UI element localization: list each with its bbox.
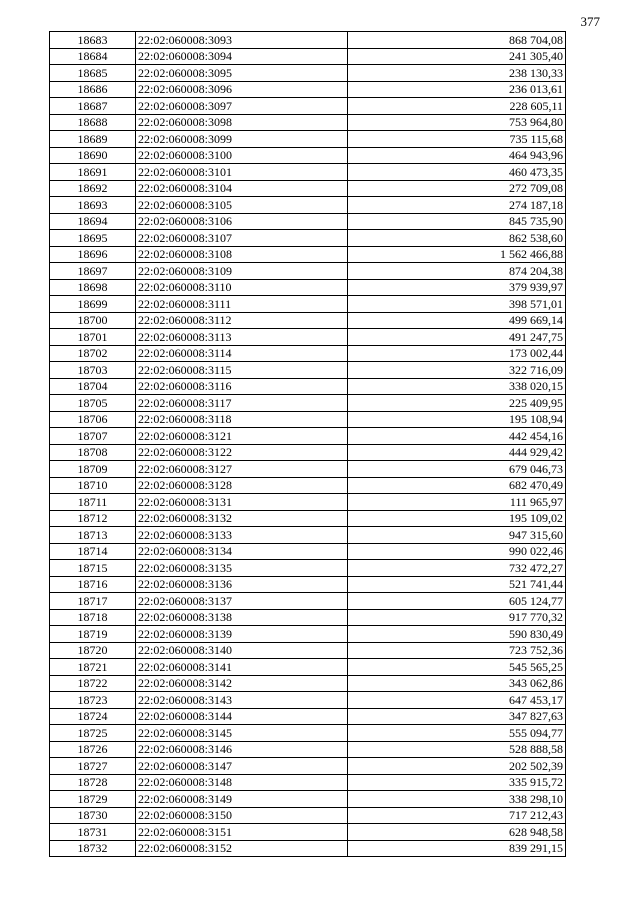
table-row bbox=[50, 576, 566, 593]
table-row bbox=[50, 230, 566, 247]
cadastral-number-cell: 22:02:060008:3113 bbox=[136, 329, 348, 346]
row-number-cell: 18722 bbox=[50, 675, 136, 692]
cadastral-value-cell: 460 473,35 bbox=[348, 164, 566, 181]
cadastral-number-cell: 22:02:060008:3135 bbox=[136, 560, 348, 577]
cadastral-number-cell: 22:02:060008:3127 bbox=[136, 461, 348, 478]
row-number-cell: 18692 bbox=[50, 180, 136, 197]
cadastral-value-cell: 173 002,44 bbox=[348, 345, 566, 362]
table-row bbox=[50, 164, 566, 181]
cadastral-number-cell: 22:02:060008:3122 bbox=[136, 444, 348, 461]
row-number-cell: 18696 bbox=[50, 246, 136, 263]
row-number-cell: 18707 bbox=[50, 428, 136, 445]
cadastral-number-cell: 22:02:060008:3136 bbox=[136, 576, 348, 593]
row-number-cell: 18703 bbox=[50, 362, 136, 379]
cadastral-number-cell: 22:02:060008:3096 bbox=[136, 81, 348, 98]
table-row bbox=[50, 708, 566, 725]
cadastral-number-cell: 22:02:060008:3110 bbox=[136, 279, 348, 296]
row-number-cell: 18711 bbox=[50, 494, 136, 511]
cadastral-number-cell: 22:02:060008:3114 bbox=[136, 345, 348, 362]
cadastral-value-cell: 528 888,58 bbox=[348, 741, 566, 758]
row-number-cell: 18695 bbox=[50, 230, 136, 247]
row-number-cell: 18704 bbox=[50, 378, 136, 395]
cadastral-value-cell: 228 605,11 bbox=[348, 98, 566, 115]
cadastral-number-cell: 22:02:060008:3121 bbox=[136, 428, 348, 445]
row-number-cell: 18701 bbox=[50, 329, 136, 346]
cadastral-value-cell: 195 109,02 bbox=[348, 510, 566, 527]
table-row bbox=[50, 444, 566, 461]
cadastral-value-cell: 274 187,18 bbox=[348, 197, 566, 214]
row-number-cell: 18720 bbox=[50, 642, 136, 659]
cadastral-value-cell: 874 204,38 bbox=[348, 263, 566, 280]
cadastral-value-cell: 347 827,63 bbox=[348, 708, 566, 725]
table-row bbox=[50, 180, 566, 197]
cadastral-value-cell: 717 212,43 bbox=[348, 807, 566, 824]
row-number-cell: 18689 bbox=[50, 131, 136, 148]
table-row bbox=[50, 32, 566, 49]
cadastral-number-cell: 22:02:060008:3105 bbox=[136, 197, 348, 214]
row-number-cell: 18709 bbox=[50, 461, 136, 478]
cadastral-number-cell: 22:02:060008:3093 bbox=[136, 32, 348, 49]
table-row bbox=[50, 246, 566, 263]
table-row bbox=[50, 774, 566, 791]
row-number-cell: 18698 bbox=[50, 279, 136, 296]
row-number-cell: 18685 bbox=[50, 65, 136, 82]
table-row bbox=[50, 527, 566, 544]
row-number-cell: 18723 bbox=[50, 692, 136, 709]
row-number-cell: 18683 bbox=[50, 32, 136, 49]
cadastral-value-cell: 1 562 466,88 bbox=[348, 246, 566, 263]
cadastral-number-cell: 22:02:060008:3108 bbox=[136, 246, 348, 263]
cadastral-number-cell: 22:02:060008:3095 bbox=[136, 65, 348, 82]
table-row bbox=[50, 510, 566, 527]
page-number: 377 bbox=[580, 14, 600, 29]
row-number-cell: 18691 bbox=[50, 164, 136, 181]
cadastral-value-cell: 241 305,40 bbox=[348, 48, 566, 65]
table-row bbox=[50, 362, 566, 379]
cadastral-value-cell: 491 247,75 bbox=[348, 329, 566, 346]
row-number-cell: 18724 bbox=[50, 708, 136, 725]
cadastral-number-cell: 22:02:060008:3109 bbox=[136, 263, 348, 280]
table-row bbox=[50, 345, 566, 362]
cadastral-value-cell: 238 130,33 bbox=[348, 65, 566, 82]
table-row bbox=[50, 65, 566, 82]
cadastral-value-cell: 225 409,95 bbox=[348, 395, 566, 412]
row-number-cell: 18710 bbox=[50, 477, 136, 494]
table-row bbox=[50, 609, 566, 626]
row-number-cell: 18690 bbox=[50, 147, 136, 164]
table-row bbox=[50, 659, 566, 676]
cadastral-value-cell: 521 741,44 bbox=[348, 576, 566, 593]
row-number-cell: 18729 bbox=[50, 791, 136, 808]
cadastral-value-cell: 605 124,77 bbox=[348, 593, 566, 610]
table-row bbox=[50, 411, 566, 428]
row-number-cell: 18706 bbox=[50, 411, 136, 428]
cadastral-number-cell: 22:02:060008:3151 bbox=[136, 824, 348, 841]
table-row bbox=[50, 642, 566, 659]
cadastral-number-cell: 22:02:060008:3149 bbox=[136, 791, 348, 808]
row-number-cell: 18700 bbox=[50, 312, 136, 329]
cadastral-value-cell: 444 929,42 bbox=[348, 444, 566, 461]
cadastral-value-cell: 917 770,32 bbox=[348, 609, 566, 626]
table-row bbox=[50, 213, 566, 230]
row-number-cell: 18726 bbox=[50, 741, 136, 758]
table-row bbox=[50, 807, 566, 824]
cadastral-number-cell: 22:02:060008:3117 bbox=[136, 395, 348, 412]
cadastral-value-cell: 555 094,77 bbox=[348, 725, 566, 742]
table-row bbox=[50, 329, 566, 346]
cadastral-value-cell: 868 704,08 bbox=[348, 32, 566, 49]
cadastral-value-cell: 499 669,14 bbox=[348, 312, 566, 329]
cadastral-number-cell: 22:02:060008:3099 bbox=[136, 131, 348, 148]
cadastral-value-cell: 236 013,61 bbox=[348, 81, 566, 98]
cadastral-value-cell: 590 830,49 bbox=[348, 626, 566, 643]
cadastral-number-cell: 22:02:060008:3100 bbox=[136, 147, 348, 164]
cadastral-number-cell: 22:02:060008:3143 bbox=[136, 692, 348, 709]
row-number-cell: 18717 bbox=[50, 593, 136, 610]
table-row bbox=[50, 395, 566, 412]
cadastral-number-cell: 22:02:060008:3145 bbox=[136, 725, 348, 742]
table-row bbox=[50, 114, 566, 131]
table-row bbox=[50, 81, 566, 98]
row-number-cell: 18719 bbox=[50, 626, 136, 643]
table-row bbox=[50, 840, 566, 857]
cadastral-number-cell: 22:02:060008:3131 bbox=[136, 494, 348, 511]
cadastral-number-cell: 22:02:060008:3104 bbox=[136, 180, 348, 197]
row-number-cell: 18714 bbox=[50, 543, 136, 560]
cadastral-value-cell: 723 752,36 bbox=[348, 642, 566, 659]
cadastral-number-cell: 22:02:060008:3097 bbox=[136, 98, 348, 115]
cadastral-number-cell: 22:02:060008:3111 bbox=[136, 296, 348, 313]
cadastral-number-cell: 22:02:060008:3132 bbox=[136, 510, 348, 527]
table-row bbox=[50, 692, 566, 709]
row-number-cell: 18686 bbox=[50, 81, 136, 98]
table-row bbox=[50, 593, 566, 610]
table-row bbox=[50, 791, 566, 808]
cadastral-value-cell: 111 965,97 bbox=[348, 494, 566, 511]
cadastral-value-cell: 845 735,90 bbox=[348, 213, 566, 230]
cadastral-value-cell: 732 472,27 bbox=[348, 560, 566, 577]
cadastral-number-cell: 22:02:060008:3098 bbox=[136, 114, 348, 131]
table-row bbox=[50, 675, 566, 692]
row-number-cell: 18712 bbox=[50, 510, 136, 527]
cadastral-value-cell: 195 108,94 bbox=[348, 411, 566, 428]
cadastral-number-cell: 22:02:060008:3094 bbox=[136, 48, 348, 65]
table-row bbox=[50, 626, 566, 643]
cadastral-number-cell: 22:02:060008:3148 bbox=[136, 774, 348, 791]
table-row bbox=[50, 758, 566, 775]
cadastral-number-cell: 22:02:060008:3106 bbox=[136, 213, 348, 230]
row-number-cell: 18725 bbox=[50, 725, 136, 742]
cadastral-value-cell: 338 020,15 bbox=[348, 378, 566, 395]
row-number-cell: 18699 bbox=[50, 296, 136, 313]
cadastral-value-cell: 202 502,39 bbox=[348, 758, 566, 775]
cadastral-value-cell: 862 538,60 bbox=[348, 230, 566, 247]
table-row bbox=[50, 560, 566, 577]
cadastral-value-cell: 679 046,73 bbox=[348, 461, 566, 478]
row-number-cell: 18713 bbox=[50, 527, 136, 544]
table-row bbox=[50, 197, 566, 214]
row-number-cell: 18730 bbox=[50, 807, 136, 824]
cadastral-value-cell: 990 022,46 bbox=[348, 543, 566, 560]
cadastral-number-cell: 22:02:060008:3144 bbox=[136, 708, 348, 725]
row-number-cell: 18697 bbox=[50, 263, 136, 280]
table-row bbox=[50, 296, 566, 313]
table-row bbox=[50, 494, 566, 511]
cadastral-number-cell: 22:02:060008:3134 bbox=[136, 543, 348, 560]
cadastral-value-cell: 335 915,72 bbox=[348, 774, 566, 791]
cadastral-number-cell: 22:02:060008:3150 bbox=[136, 807, 348, 824]
cadastral-value-cell: 947 315,60 bbox=[348, 527, 566, 544]
table-row bbox=[50, 824, 566, 841]
cadastral-number-cell: 22:02:060008:3152 bbox=[136, 840, 348, 857]
table-body bbox=[50, 32, 566, 857]
cadastral-value-table bbox=[49, 31, 566, 857]
cadastral-number-cell: 22:02:060008:3101 bbox=[136, 164, 348, 181]
table-row bbox=[50, 477, 566, 494]
cadastral-number-cell: 22:02:060008:3142 bbox=[136, 675, 348, 692]
cadastral-value-cell: 647 453,17 bbox=[348, 692, 566, 709]
cadastral-number-cell: 22:02:060008:3112 bbox=[136, 312, 348, 329]
row-number-cell: 18728 bbox=[50, 774, 136, 791]
table-row bbox=[50, 725, 566, 742]
row-number-cell: 18731 bbox=[50, 824, 136, 841]
cadastral-number-cell: 22:02:060008:3128 bbox=[136, 477, 348, 494]
cadastral-value-cell: 442 454,16 bbox=[348, 428, 566, 445]
table-row bbox=[50, 741, 566, 758]
cadastral-number-cell: 22:02:060008:3137 bbox=[136, 593, 348, 610]
cadastral-number-cell: 22:02:060008:3133 bbox=[136, 527, 348, 544]
cadastral-value-cell: 682 470,49 bbox=[348, 477, 566, 494]
table-row bbox=[50, 48, 566, 65]
row-number-cell: 18708 bbox=[50, 444, 136, 461]
cadastral-value-cell: 839 291,15 bbox=[348, 840, 566, 857]
cadastral-number-cell: 22:02:060008:3141 bbox=[136, 659, 348, 676]
row-number-cell: 18684 bbox=[50, 48, 136, 65]
cadastral-number-cell: 22:02:060008:3115 bbox=[136, 362, 348, 379]
table-row bbox=[50, 378, 566, 395]
table-row bbox=[50, 312, 566, 329]
row-number-cell: 18705 bbox=[50, 395, 136, 412]
table-row bbox=[50, 461, 566, 478]
row-number-cell: 18716 bbox=[50, 576, 136, 593]
cadastral-value-cell: 735 115,68 bbox=[348, 131, 566, 148]
cadastral-number-cell: 22:02:060008:3146 bbox=[136, 741, 348, 758]
cadastral-value-cell: 322 716,09 bbox=[348, 362, 566, 379]
table-row bbox=[50, 263, 566, 280]
row-number-cell: 18732 bbox=[50, 840, 136, 857]
row-number-cell: 18688 bbox=[50, 114, 136, 131]
table-row bbox=[50, 131, 566, 148]
cadastral-value-cell: 272 709,08 bbox=[348, 180, 566, 197]
cadastral-value-cell: 545 565,25 bbox=[348, 659, 566, 676]
row-number-cell: 18727 bbox=[50, 758, 136, 775]
table-row bbox=[50, 543, 566, 560]
cadastral-value-cell: 628 948,58 bbox=[348, 824, 566, 841]
row-number-cell: 18693 bbox=[50, 197, 136, 214]
cadastral-value-cell: 338 298,10 bbox=[348, 791, 566, 808]
cadastral-value-cell: 464 943,96 bbox=[348, 147, 566, 164]
cadastral-number-cell: 22:02:060008:3138 bbox=[136, 609, 348, 626]
cadastral-number-cell: 22:02:060008:3139 bbox=[136, 626, 348, 643]
cadastral-value-cell: 343 062,86 bbox=[348, 675, 566, 692]
cadastral-number-cell: 22:02:060008:3116 bbox=[136, 378, 348, 395]
row-number-cell: 18702 bbox=[50, 345, 136, 362]
table-row bbox=[50, 279, 566, 296]
cadastral-number-cell: 22:02:060008:3140 bbox=[136, 642, 348, 659]
cadastral-number-cell: 22:02:060008:3147 bbox=[136, 758, 348, 775]
cadastral-number-cell: 22:02:060008:3107 bbox=[136, 230, 348, 247]
table-row bbox=[50, 98, 566, 115]
cadastral-value-cell: 753 964,80 bbox=[348, 114, 566, 131]
row-number-cell: 18718 bbox=[50, 609, 136, 626]
row-number-cell: 18694 bbox=[50, 213, 136, 230]
cadastral-value-cell: 379 939,97 bbox=[348, 279, 566, 296]
cadastral-number-cell: 22:02:060008:3118 bbox=[136, 411, 348, 428]
table-row bbox=[50, 147, 566, 164]
row-number-cell: 18687 bbox=[50, 98, 136, 115]
row-number-cell: 18721 bbox=[50, 659, 136, 676]
row-number-cell: 18715 bbox=[50, 560, 136, 577]
cadastral-value-cell: 398 571,01 bbox=[348, 296, 566, 313]
table-row bbox=[50, 428, 566, 445]
